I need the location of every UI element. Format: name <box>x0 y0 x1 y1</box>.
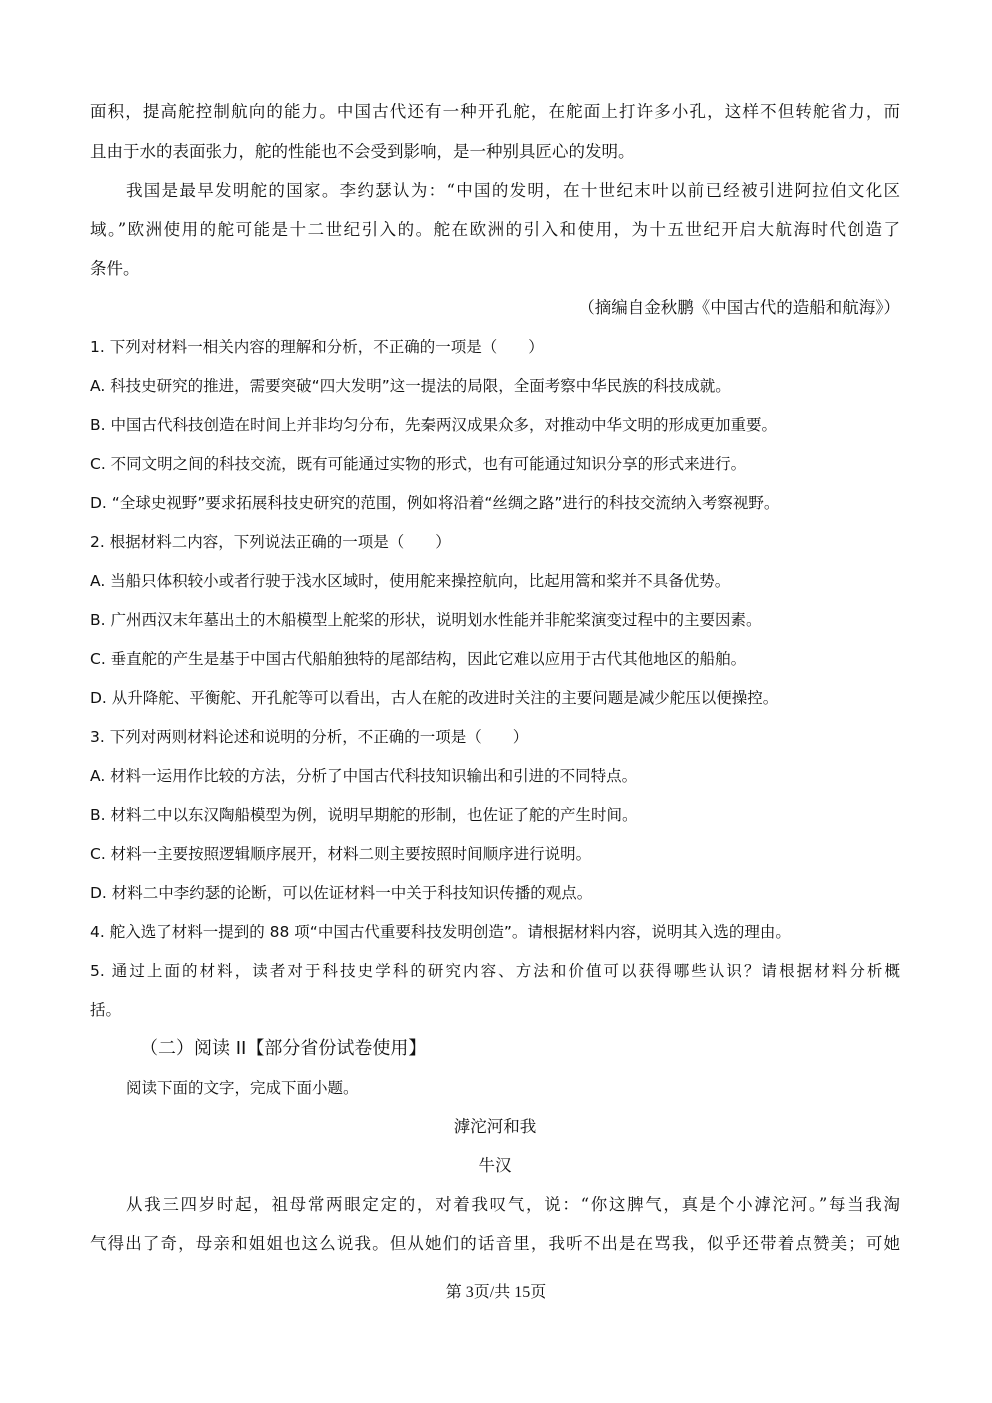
question-4: 4. 舵入选了材料一提到的 88 项“中国古代重要科技发明创造”。请根据材料内容，说明其入选的理由。 <box>90 923 791 941</box>
question-1: 1. 下列对材料一相关内容的理解和分析，不正确的一项是（ ） <box>90 338 544 356</box>
question-5-continued: 括。 <box>90 1001 122 1019</box>
question-3-option-d: D. 材料二中李约瑟的论断，可以佐证材料一中关于科技知识传播的观点。 <box>90 884 593 902</box>
question-2-option-c: C. 垂直舵的产生是基于中国古代船舶独特的尾部结构，因此它难以应用于古代其他地区的船舶。 <box>90 650 747 668</box>
question-2: 2. 根据材料二内容，下列说法正确的一项是（ ） <box>90 533 451 551</box>
question-1-option-c: C. 不同文明之间的科技交流，既有可能通过实物的形式，也有可能通过知识分享的形式来进行。 <box>90 455 747 473</box>
question-5: 5. 通过上面的材料，读者对于科技史学科的研究内容、方法和价值可以获得哪些认识？请根据材料分析概 <box>90 962 900 980</box>
question-1-option-d: D. “全球史视野”要求拓展科技史研究的范围，例如将沿着“丝绸之路”进行的科技交流纳入考察视野。 <box>90 494 780 512</box>
question-3-option-b: B. 材料二中以东汉陶船模型为例，说明早期舵的形制，也佐证了舵的产生时间。 <box>90 806 638 824</box>
question-3-option-c: C. 材料一主要按照逻辑顺序展开，材料二则主要按照时间顺序进行说明。 <box>90 845 592 863</box>
passage-line: 我国是最早发明舵的国家。李约瑟认为：“中国的发明，在十世纪末叶以前已经被引进阿拉伯文化区 <box>126 181 900 200</box>
passage-line: 条件。 <box>90 259 140 278</box>
question-1-option-b: B. 中国古代科技创造在时间上并非均匀分布，先秦两汉成果众多，对推动中华文明的形成更加重要。 <box>90 416 777 434</box>
question-3: 3. 下列对两则材料论述和说明的分析，不正确的一项是（ ） <box>90 728 529 746</box>
article-body-line: 从我三四岁时起，祖母常两眼定定的，对着我叹气，说：“你这脾气，真是个小滹沱河。”每当我淘 <box>126 1195 900 1214</box>
page-number: 第 3页/共 15页 <box>445 1284 547 1301</box>
article-body-line: 气得出了奇，母亲和姐姐也这么说我。但从她们的话音里，我听不出是在骂我，似乎还带着点赞美；可她 <box>90 1234 900 1253</box>
article-author: 牛汉 <box>478 1156 512 1175</box>
passage-line: 面积，提高舵控制航向的能力。中国古代还有一种开孔舵，在舵面上打许多小孔，这样不但转舵省力，而 <box>90 102 900 121</box>
question-1-option-a: A. 科技史研究的推进，需要突破“四大发明”这一提法的局限，全面考察中华民族的科技成就。 <box>90 377 731 395</box>
question-2-option-a: A. 当船只体积较小或者行驶于浅水区域时，使用舵来操控航向，比起用篙和桨并不具备优势。 <box>90 572 731 590</box>
question-3-option-a: A. 材料一运用作比较的方法，分析了中国古代科技知识输出和引进的不同特点。 <box>90 767 638 785</box>
section-heading: （二）阅读 II【部分省份试卷使用】 <box>140 1038 427 1059</box>
article-title: 滹沱河和我 <box>453 1117 537 1136</box>
source-citation: （摘编自金秋鹏《中国古代的造船和航海》） <box>578 298 900 317</box>
question-2-option-b: B. 广州西汉末年墓出土的木船模型上舵桨的形状，说明划水性能并非舵桨演变过程中的主要因素。 <box>90 611 762 629</box>
passage-line: 且由于水的表面张力，舵的性能也不会受到影响，是一种别具匠心的发明。 <box>90 142 635 161</box>
passage-line: 域。”欧洲使用的舵可能是十二世纪引入的。舵在欧洲的引入和使用，为十五世纪开启大航海时代创造了 <box>90 220 900 239</box>
question-2-option-d: D. 从升降舵、平衡舵、开孔舵等可以看出，古人在舵的改进时关注的主要问题是减少舵压以便操控。 <box>90 689 779 707</box>
section-instruction: 阅读下面的文字，完成下面小题。 <box>126 1079 359 1097</box>
